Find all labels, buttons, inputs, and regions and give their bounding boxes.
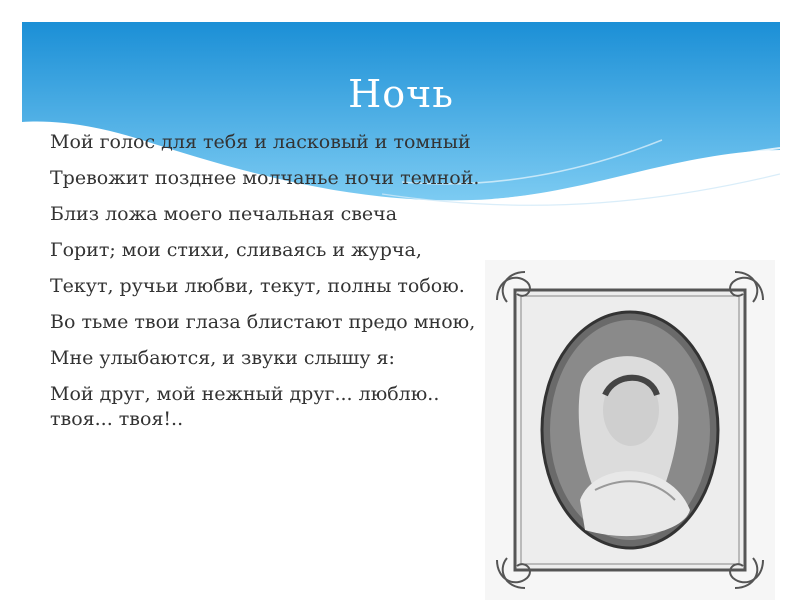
- poem-line: Мой друг, мой нежный друг... люблю.. твоя... твоя!..: [50, 383, 440, 430]
- slide: [22, 22, 780, 600]
- poem-line: Текут, ручьи любви, текут, полны тобою.: [50, 275, 465, 297]
- poem-text: [50, 130, 505, 443]
- poem-line: Горит; мои стихи, сливаясь и журча,: [50, 239, 422, 261]
- poem-line: Близ ложа моего печальная свеча: [50, 203, 398, 225]
- slide-title: Ночь: [348, 72, 454, 116]
- poem-line: Во тьме твои глаза блистают предо мною,: [50, 311, 476, 333]
- poem-line: Мой голос для тебя и ласковый и томный: [50, 131, 471, 153]
- portrait-image: [485, 260, 775, 600]
- poem-line: Тревожит позднее молчанье ночи темной.: [50, 167, 480, 189]
- poem-line: Мне улыбаются, и звуки слышу я:: [50, 347, 395, 369]
